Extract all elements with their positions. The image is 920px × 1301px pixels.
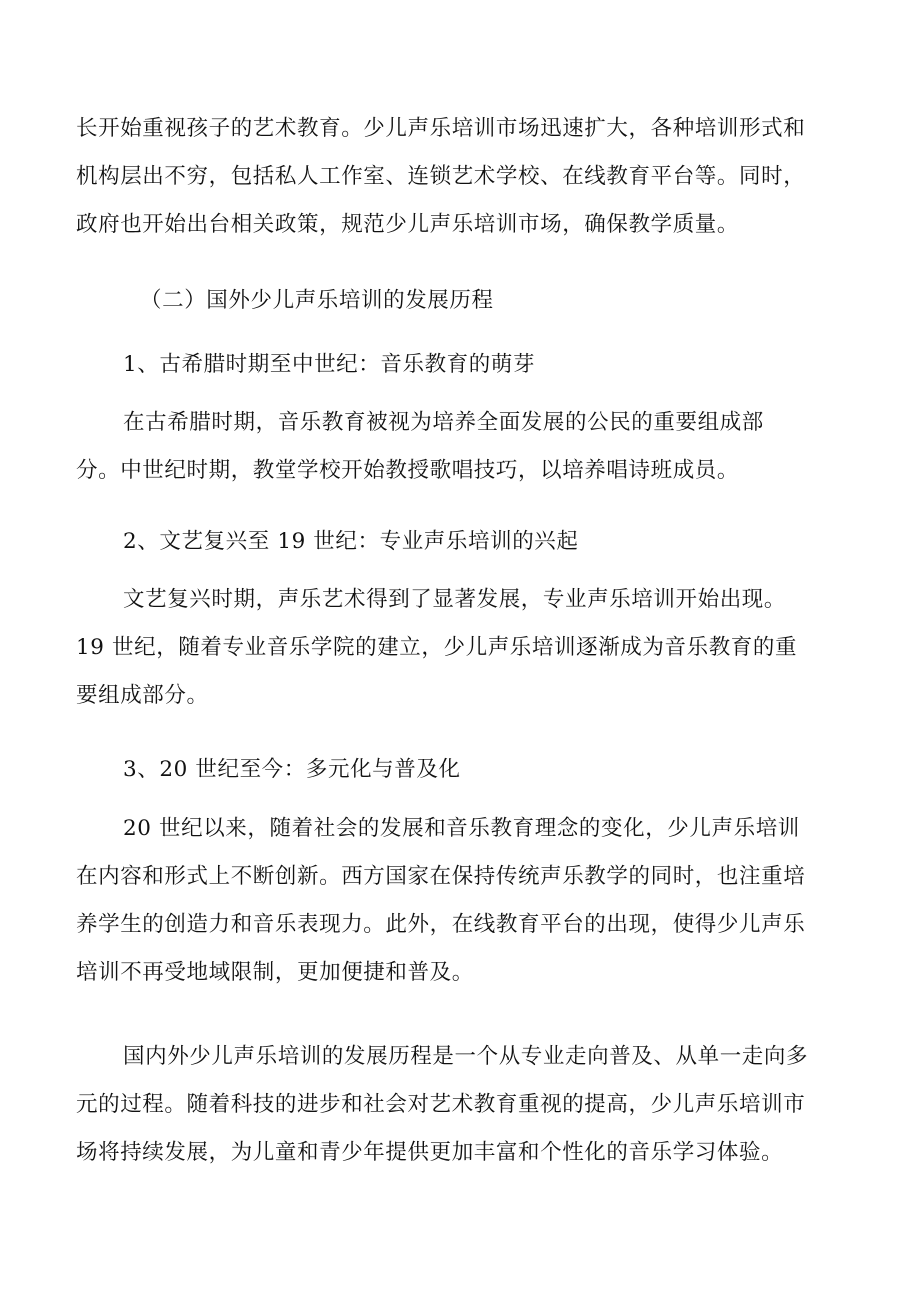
text-line: 在古希腊时期，音乐教育被视为培养全面发展的公民的重要组成部 — [123, 410, 764, 435]
paragraph-ancient-greece — [76, 399, 893, 495]
text-line: 养学生的创造力和音乐表现力。此外，在线教育平台的出现，使得少儿声乐 — [76, 912, 806, 937]
subheading-renaissance: 2、文艺复兴至 19 世纪：专业声乐培训的兴起 — [123, 529, 579, 554]
section-heading-foreign: （二）国外少儿声乐培训的发展历程 — [140, 288, 494, 313]
text-line: 要组成部分。 — [76, 683, 209, 708]
paragraph-renaissance — [76, 576, 846, 720]
text-line: 文艺复兴时期，声乐艺术得到了显著发展，专业声乐培训开始出现。 — [123, 587, 787, 612]
text-line: 培训不再受地域限制，更加便捷和普及。 — [76, 960, 474, 985]
paragraph-domestic-continued — [76, 105, 846, 249]
paragraph-conclusion — [76, 1033, 846, 1177]
text-line: 元的过程。随着科技的进步和社会对艺术教育重视的提高，少儿声乐培训市 — [76, 1092, 806, 1117]
text-line: 20 世纪以来，随着社会的发展和音乐教育理念的变化，少儿声乐培训 — [123, 816, 800, 841]
text-line: 政府也开始出台相关政策，规范少儿声乐培训市场，确保教学质量。 — [76, 212, 740, 237]
text-line: 场将持续发展，为儿童和青少年提供更加丰富和个性化的音乐学习体验。 — [76, 1140, 784, 1165]
text-line: 在内容和形式上不断创新。西方国家在保持传统声乐教学的同时，也注重培 — [76, 864, 806, 889]
text-line: 19 世纪，随着专业音乐学院的建立，少儿声乐培训逐渐成为音乐教育的重 — [76, 635, 798, 660]
paragraph-20th-century — [76, 805, 846, 997]
text-line: 机构层出不穷，包括私人工作室、连锁艺术学校、在线教育平台等。同时， — [76, 164, 806, 189]
text-line: 分。中世纪时期，教堂学校开始教授歌唱技巧，以培养唱诗班成员。 — [76, 458, 740, 483]
subheading-20th-century: 3、20 世纪至今：多元化与普及化 — [123, 757, 461, 782]
text-line: 国内外少儿声乐培训的发展历程是一个从专业走向普及、从单一走向多 — [123, 1044, 809, 1069]
text-line: 长开始重视孩子的艺术教育。少儿声乐培训市场迅速扩大，各种培训形式和 — [76, 116, 806, 141]
subheading-ancient-greece: 1、古希腊时期至中世纪：音乐教育的萌芽 — [123, 352, 536, 377]
